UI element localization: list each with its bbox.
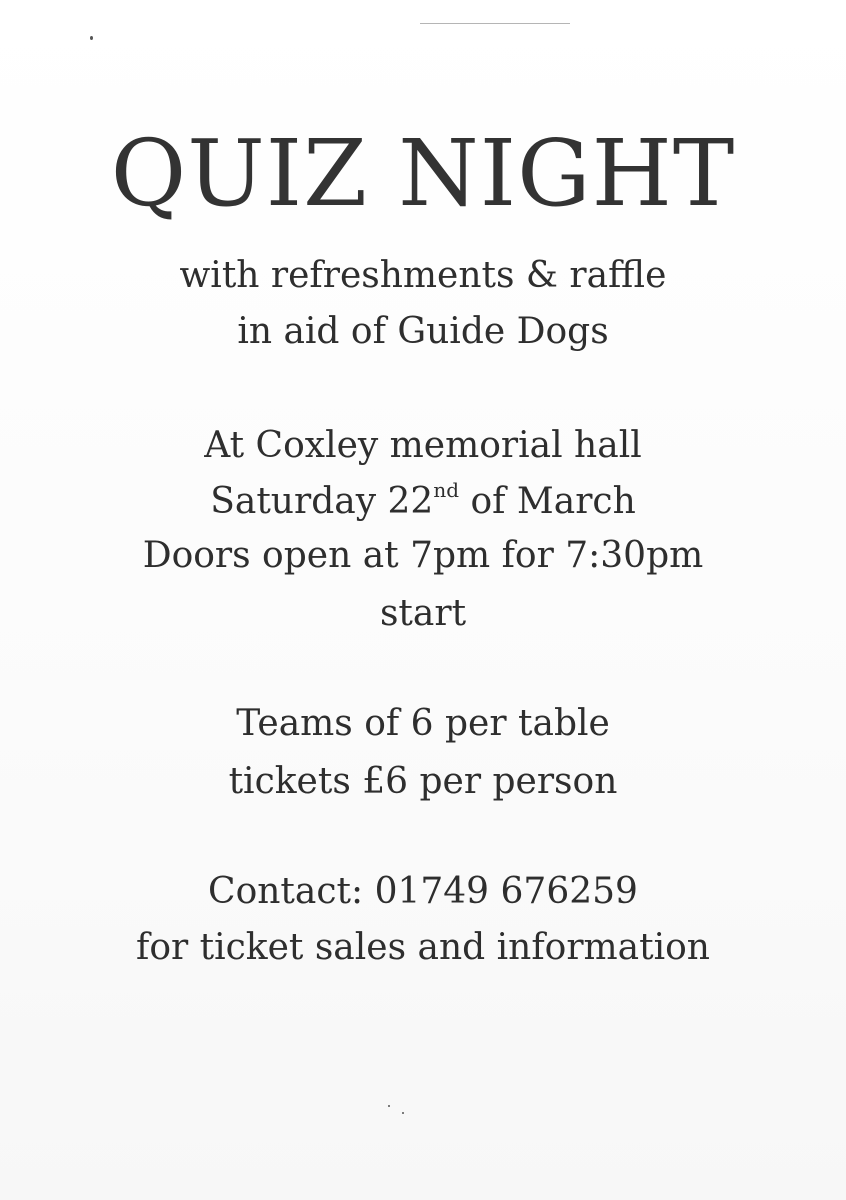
scan-speck [402,1112,404,1114]
date-line [0,478,846,522]
date-day: Saturday 22 [210,481,434,522]
poster-title: QUIZ NIGHT [110,120,736,227]
scan-edge-line [420,23,570,24]
date-month: of March [459,481,636,522]
contact-phone-line: Contact: 01749 676259 [208,871,638,912]
venue-line: At Coxley memorial hall [204,425,642,466]
teams-line: Teams of 6 per table [236,703,610,744]
subtitle-line-1: with refreshments & raffle [179,255,667,296]
scan-speck [90,36,93,40]
date-ordinal-suffix: nd [433,478,459,502]
start-line: start [379,593,467,634]
doors-open-line: Doors open at 7pm for 7:30pm [142,535,704,576]
subtitle-line-2: in aid of Guide Dogs [237,311,609,352]
scan-speck [388,1105,390,1107]
tickets-price-line: tickets £6 per person [228,761,618,802]
contact-note-line: for ticket sales and information [136,927,710,968]
